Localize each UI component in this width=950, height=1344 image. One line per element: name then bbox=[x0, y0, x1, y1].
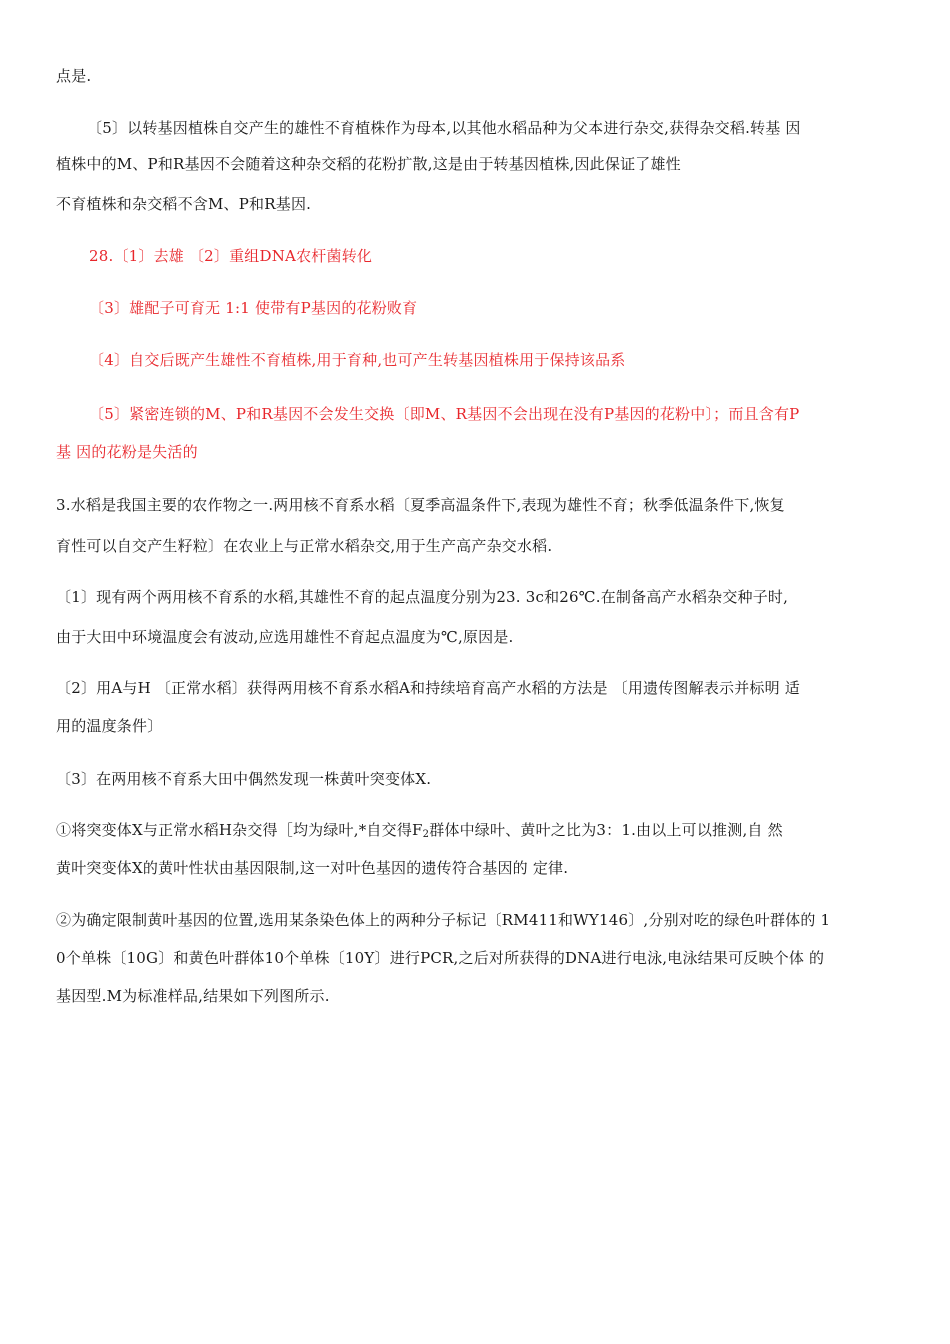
step1-text-a: ①将突变体X与正常水稻H杂交得［均为绿叶,*自交得F bbox=[56, 821, 423, 839]
question-3-part2-line2: 用的温度条件〕 bbox=[56, 717, 163, 735]
answer-28-part4: 〔4〕自交后既产生雄性不育植株,用于育种,也可产生转基因植株用于保持该品系 bbox=[89, 351, 626, 369]
question-3-step2-line1: ②为确定限制黄叶基因的位置,选用某条染色体上的两种分子标记〔RM411和WY146〕,分别对吃的绿色叶群体的 1 bbox=[56, 911, 831, 929]
step1-subscript: 2 bbox=[422, 829, 430, 840]
question-3-step2-line2: 0个单株〔10G〕和黄色叶群体10个单株〔10Y〕进行PCR,之后对所获得的DNA进行电泳,电泳结果可反映个体 的 bbox=[56, 949, 825, 967]
question-3-step1-line1 bbox=[56, 820, 783, 845]
question-3-step2-line3: 基因型.M为标准样品,结果如下列图所示. bbox=[56, 987, 330, 1005]
answer-28-part5-line2: 基 因的花粉是失活的 bbox=[56, 443, 198, 461]
answer-28-parts1-2: 28.〔1〕去雄 〔2〕重组DNA农杆菌转化 bbox=[89, 247, 373, 265]
question-3-intro-line2: 育性可以自交产生籽粒〕在农业上与正常水稻杂交,用于生产高产杂交水稻. bbox=[56, 537, 553, 555]
question-3-intro-line1: 3.水稻是我国主要的农作物之一.两用核不育系水稻〔夏季高温条件下,表现为雄性不育；秋季低温条件下,恢复 bbox=[56, 496, 785, 514]
question-3-part3: 〔3〕在两用核不育系大田中偶然发现一株黄叶突变体X. bbox=[56, 770, 432, 788]
q2-part4-end: 点是. bbox=[56, 67, 92, 85]
q2-part5-line3: 不育植株和杂交稻不含M、P和R基因. bbox=[56, 195, 312, 213]
answer-28-part3: 〔3〕雄配子可育无 1:1 使带有P基因的花粉败育 bbox=[89, 299, 418, 317]
q2-part5-line2: 植株中的M、P和R基因不会随着这种杂交稻的花粉扩散,这是由于转基因植株,因此保证了雄性 bbox=[56, 155, 681, 173]
step1-text-b: 群体中绿叶、黄叶之比为3：1.由以上可以推测,自 然 bbox=[429, 821, 783, 839]
question-3-part2-line1: 〔2〕用A与H 〔正常水稻〕获得两用核不育系水稻A和持续培育高产水稻的方法是 〔用遗传图解表示并标明 适 bbox=[56, 679, 800, 697]
question-3-part1-line1: 〔1〕现有两个两用核不育系的水稻,其雄性不育的起点温度分别为23. 3c和26℃.在制备高产水稻杂交种子时, bbox=[56, 588, 789, 606]
answer-28-part5-line1: 〔5〕紧密连锁的M、P和R基因不会发生交换〔即M、R基因不会出现在没有P基因的花粉中〕；而且含有P bbox=[89, 405, 800, 423]
question-3-step1-line2: 黄叶突变体X的黄叶性状由基因限制,这一对叶色基因的遗传符合基因的 定律. bbox=[56, 859, 569, 877]
q2-part5-line1: 〔5〕以转基因植株自交产生的雄性不育植株作为母本,以其他水稻品种为父本进行杂交,获得杂交稻.转基 因 bbox=[87, 119, 801, 137]
question-3-part1-line2: 由于大田中环境温度会有波动,应选用雄性不育起点温度为℃,原因是. bbox=[56, 628, 514, 646]
